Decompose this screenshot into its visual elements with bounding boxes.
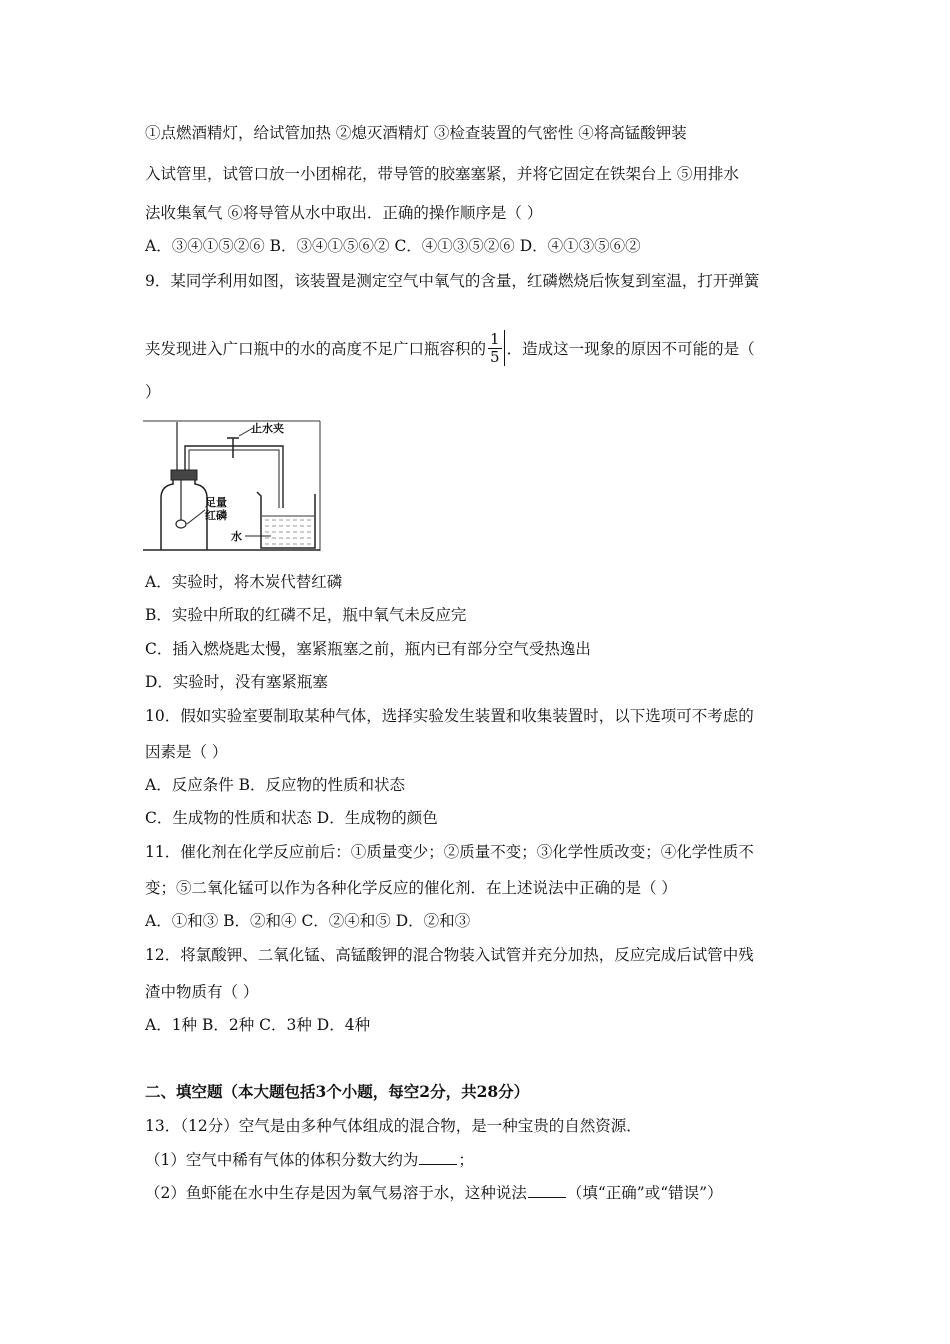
q12-text-line2: 渣中物质有（ ） [145,983,259,1001]
q9-option-b: B．实验中所取的红磷不足，瓶中氧气未反应完 [145,606,467,624]
fraction-one-fifth [488,331,502,366]
q13-text-line1: 13．（12分）空气是由多种气体组成的混合物，是一种宝贵的自然资源． [145,1117,642,1135]
q9-line2-pre: 夹发现进入广口瓶中的水的高度不足广口瓶容积的 [145,340,487,358]
label-phosphorus-1: 足量 [205,496,227,509]
q9-option-d: D．实验时，没有塞紧瓶塞 [145,673,328,691]
answer-blank[interactable] [528,1183,566,1198]
connecting-tube [185,446,283,508]
q9-text-line2 [145,329,755,368]
q9-line2-post: ．造成这一现象的原因不可能的是（ [506,340,755,358]
answer-blank[interactable] [419,1150,457,1165]
q9-text-line3: ） [145,383,161,401]
q10-text-line1: 10．假如实验室要制取某种气体，选择实验发生装置和收集装置时，以下选项可不考虑的 [145,707,754,725]
fraction-denominator: 5 [490,347,500,366]
q11-text-line1: 11．催化剂在化学反应前后：①质量变少；②质量不变；③化学性质改变；④化学性质不 [145,843,754,861]
q10-text-line2: 因素是（ ） [145,743,228,761]
q13-sub2 [145,1183,723,1203]
q13-sub1-text: （1）空气中稀有气体的体积分数大约为 [145,1151,419,1169]
q13-sub2-end: （填“正确”或“错误”） [566,1184,723,1202]
q11-text-line2: 变；⑤二氧化锰可以作为各种化学反应的催化剂．在上述说法中正确的是（ ） [145,879,677,897]
connecting-tube-inner [189,450,279,508]
apparatus-diagram [143,420,321,552]
q12-options: A．1种 B．2种 C．3种 D．4种 [145,1016,371,1034]
q12-text-line1: 12．将氯酸钾、二氧化锰、高锰酸钾的混合物装入试管并充分加热，反应完成后试管中残 [145,946,754,964]
combustion-spoon [176,520,186,528]
q8-options: A．③④①⑤②⑥ B．③④①⑤⑥② C．④①③⑤②⑥ D．④①③⑤⑥② [145,237,641,255]
q10-options-1: A．反应条件 B．反应物的性质和状态 [145,776,406,794]
q9-text-line1: 9．某同学利用如图，该装置是测定空气中氧气的含量，红磷燃烧后恢复到室温，打开弹簧 [145,272,760,290]
q8-text-line1: ①点燃酒精灯，给试管加热 ②熄灭酒精灯 ③检查装置的气密性 ④将高锰酸钾装 [145,124,687,142]
q13-sub2-text: （2）鱼虾能在水中生存是因为氧气易溶于水，这种说法 [145,1184,527,1202]
q10-options-2: C．生成物的性质和状态 D．生成物的颜色 [145,809,438,827]
label-water: 水 [231,530,242,543]
q13-sub1-end: ； [458,1151,474,1169]
q9-option-c: C．插入燃烧匙太慢，塞紧瓶塞之前，瓶内已有部分空气受热逸出 [145,640,591,658]
q8-text-line3: 法收集氧气 ⑥将导管从水中取出．正确的操作顺序是（ ） [145,204,543,222]
q13-sub1 [145,1150,474,1170]
section-title: 二、填空题（本大题包括3个小题，每空2分，共28分） [145,1082,530,1101]
fraction-cursor-bar [504,330,505,366]
phosphorus-pointer [187,510,205,524]
apparatus-figure [143,420,321,552]
q11-options: A．①和③ B．②和④ C．②④和⑤ D．②和③ [145,912,471,930]
q9-option-a: A．实验时，将木炭代替红磷 [145,573,343,591]
q8-text-line2: 入试管里，试管口放一小团棉花，带导管的胶塞塞紧，并将它固定在铁架台上 ⑤用排水 [145,165,739,183]
fraction-numerator: 1 [490,329,500,348]
rubber-stopper [171,470,197,480]
label-phosphorus-2: 红磷 [205,509,227,522]
label-clamp: 止水夹 [251,422,284,435]
